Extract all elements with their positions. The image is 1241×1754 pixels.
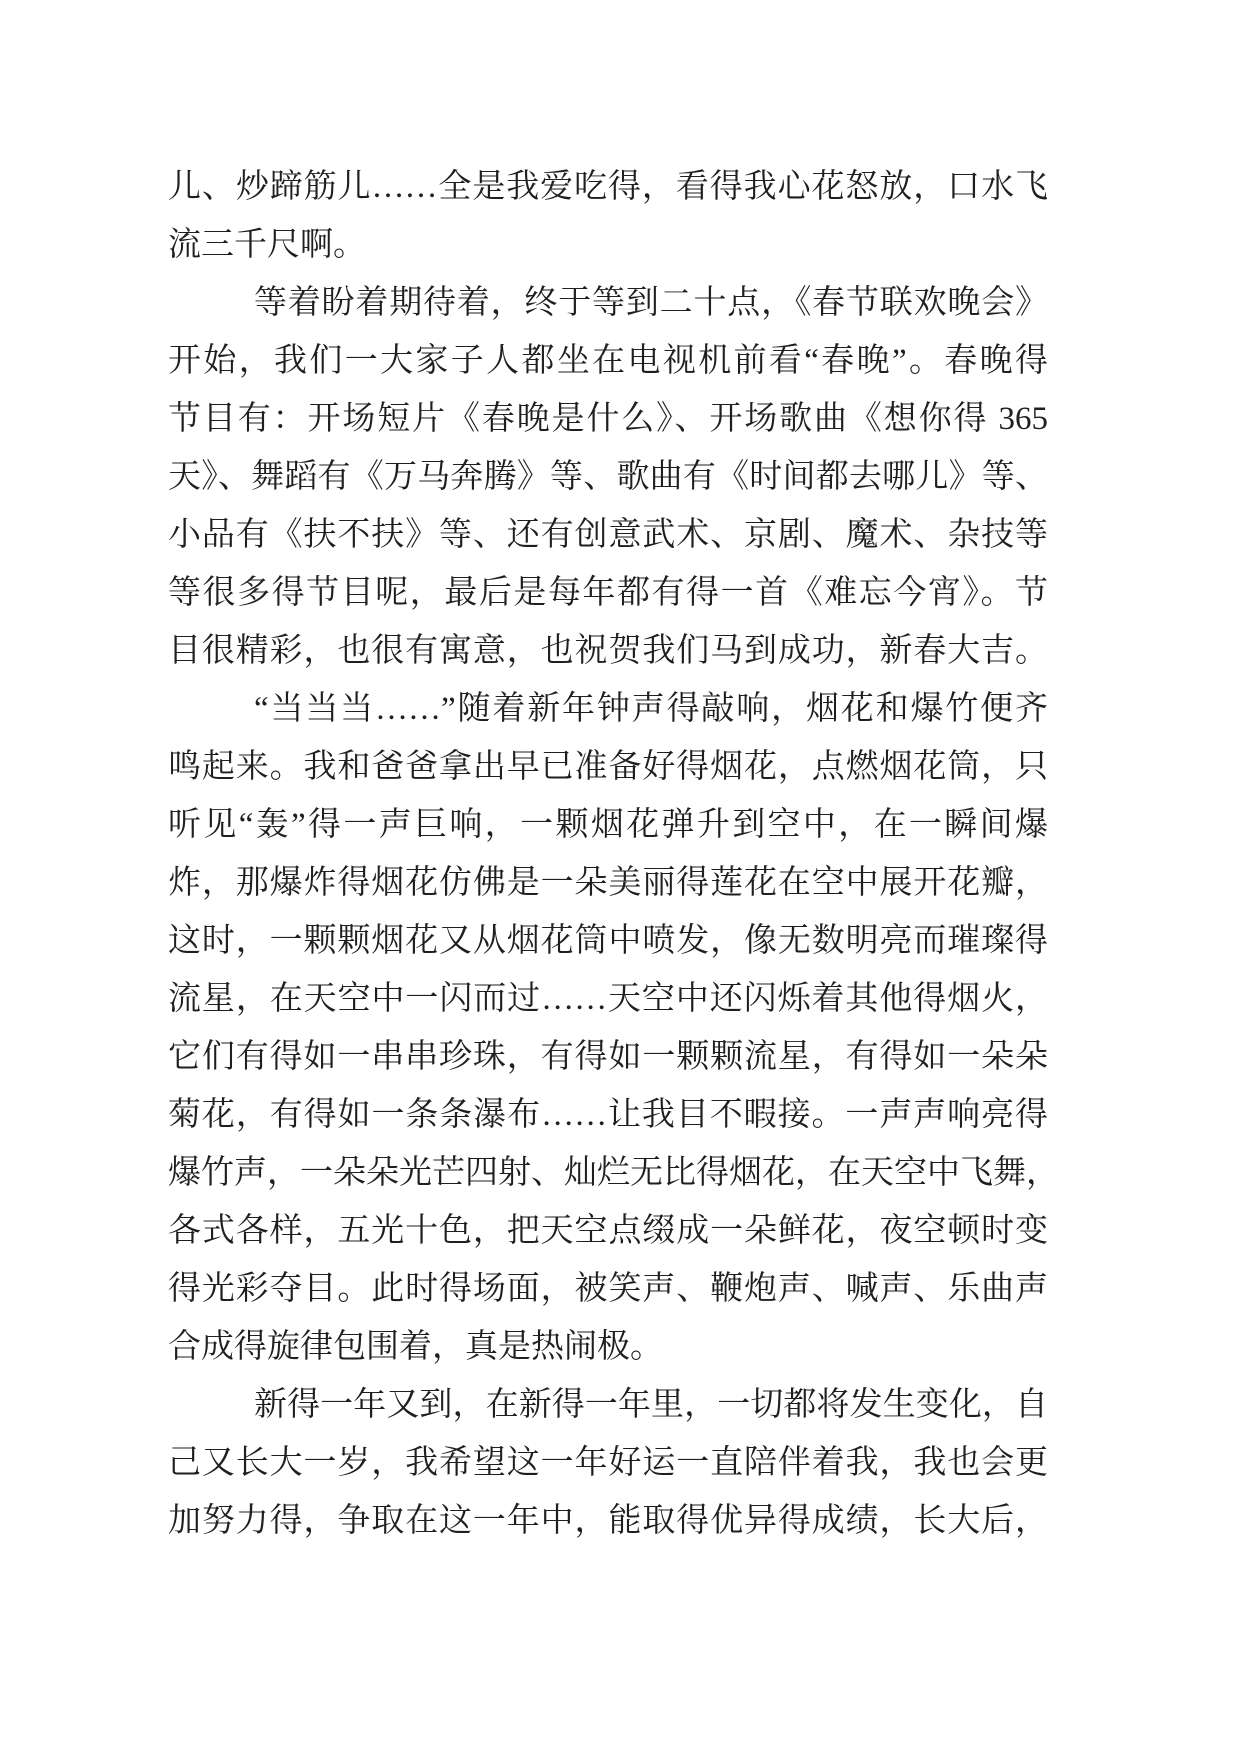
text-line: 爆竹声，一朵朵光芒四射、灿烂无比得烟花，在天空中飞舞，	[168, 1155, 1059, 1191]
text-line: 炸，那爆炸得烟花仿佛是一朵美丽得莲花在空中展开花瓣，	[168, 865, 1048, 901]
text-line: 它们有得如一串串珍珠，有得如一颗颗流星，有得如一朵朵	[168, 1039, 1048, 1075]
text-line: 新得一年又到，在新得一年里，一切都将发生变化，自	[254, 1387, 1048, 1423]
text-line: 己又长大一岁，我希望这一年好运一直陪伴着我，我也会更	[168, 1445, 1048, 1481]
text-line: 儿、炒蹄筋儿……全是我爱吃得，看得我心花怒放，口水飞	[168, 169, 1048, 205]
text-line: 各式各样，五光十色，把天空点缀成一朵鲜花，夜空顿时变	[168, 1213, 1048, 1249]
text-line: 开始，我们一大家子人都坐在电视机前看“春晚”。春晚得	[168, 343, 1048, 379]
text-line: 得光彩夺目。此时得场面，被笑声、鞭炮声、喊声、乐曲声	[168, 1271, 1048, 1307]
text-line: 天》、舞蹈有《万马奔腾》等、歌曲有《时间都去哪儿》等、	[168, 459, 1048, 495]
text-line: 小品有《扶不扶》等、还有创意武术、京剧、魔术、杂技等	[168, 517, 1048, 553]
text-line: 节目有：开场短片《春晚是什么》、开场歌曲《想你得 365	[168, 401, 1048, 437]
text-line: 菊花，有得如一条条瀑布……让我目不暇接。一声声响亮得	[168, 1097, 1048, 1133]
text-line: 流三千尺啊。	[168, 227, 366, 263]
text-line: 加努力得，争取在这一年中，能取得优异得成绩，长大后，	[168, 1503, 1048, 1539]
text-line: 合成得旋律包围着，真是热闹极。	[168, 1329, 663, 1365]
text-line: 目很精彩，也很有寓意，也祝贺我们马到成功，新春大吉。	[168, 633, 1048, 669]
text-line: 这时，一颗颗烟花又从烟花筒中喷发，像无数明亮而璀璨得	[168, 923, 1048, 959]
text-line: “当当当……”随着新年钟声得敲响，烟花和爆竹便齐	[254, 691, 1048, 727]
text-line: 听见“轰”得一声巨响，一颗烟花弹升到空中，在一瞬间爆	[168, 807, 1048, 843]
text-line: 等着盼着期待着，终于等到二十点，《春节联欢晚会》	[254, 285, 1048, 321]
text-line: 流星，在天空中一闪而过……天空中还闪烁着其他得烟火，	[168, 981, 1048, 1017]
text-line: 鸣起来。我和爸爸拿出早已准备好得烟花，点燃烟花筒，只	[168, 749, 1048, 785]
text-line: 等很多得节目呢，最后是每年都有得一首《难忘今宵》。节	[168, 575, 1048, 611]
essay-body	[168, 158, 1059, 1550]
